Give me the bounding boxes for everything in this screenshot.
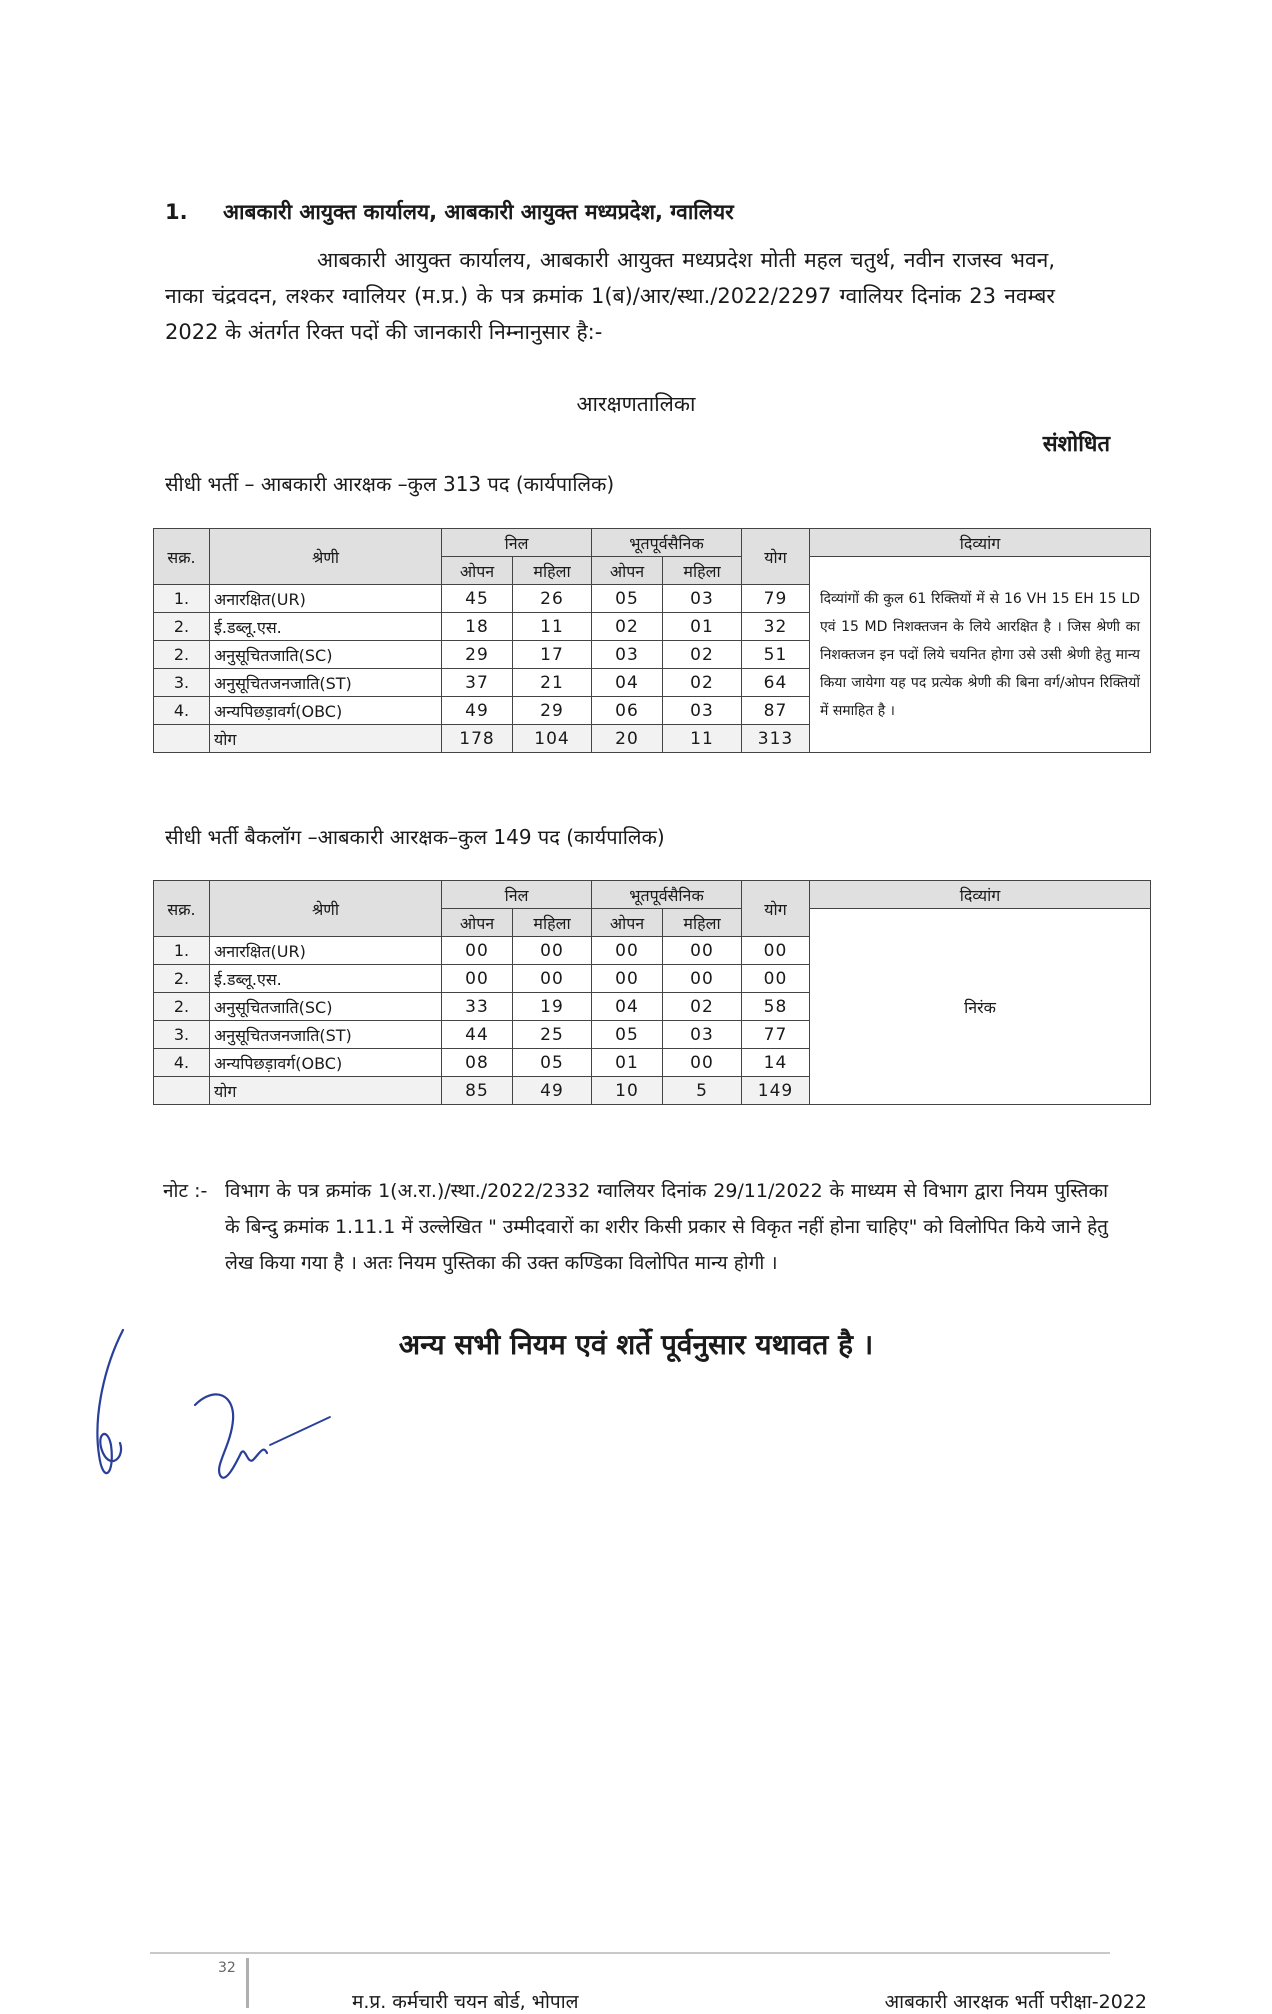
cell-value: 06 [592,697,663,725]
header-sr: सक्र. [154,529,210,585]
cell-value: 01 [663,613,742,641]
row-category: अनुसूचितजनजाति(ST) [210,669,442,697]
cell-total: 64 [742,669,810,697]
cell-total: 79 [742,585,810,613]
cell-value: 29 [513,697,592,725]
cell-value: 45 [442,585,513,613]
row-category: अनुसूचितजाति(SC) [210,993,442,1021]
page-number: 32 [218,1960,236,1976]
cell-value: 26 [513,585,592,613]
divyang-note: दिव्यांगों की कुल 61 रिक्तियों में से 16 VH 15 EH 15 LD एवं 15 MD निशक्तजन के लिये आरक्षित है । जिस श्रेणी का निशक्तजन इन पदों लिये चयनित होगा उसे उसी श्रेणी हेतु मान्य किया जायेगा यह पद प्रत्येक श्रेणी की बिना वर्ग/ओपन रिक्तियों में समाहित है । [810,557,1151,753]
reservation-table-backlog [153,880,1151,1105]
closing-statement: अन्य सभी नियम एवं शर्ते पूर्वनुसार यथावत है । [398,1328,874,1361]
signature-stroke [195,1394,267,1477]
footer-vertical-divider [246,1958,249,2008]
header-sr: सक्र. [154,881,210,937]
header-nil: निल [442,881,592,909]
cell-value: 00 [663,965,742,993]
row-sr: 1. [154,585,210,613]
cell-value: 05 [513,1049,592,1077]
cell-total: 32 [742,613,810,641]
cell-value: 05 [592,1021,663,1049]
cell-value: 00 [442,965,513,993]
cell-total: 77 [742,1021,810,1049]
total-sr-blank [154,1077,210,1105]
signature-image [85,1325,385,1505]
row-sr: 2. [154,965,210,993]
cell-value: 29 [442,641,513,669]
cell-value: 04 [592,993,663,1021]
note-block [163,1173,1108,1281]
cell-total: 58 [742,993,810,1021]
cell-value: 00 [442,937,513,965]
row-sr: 4. [154,1049,210,1077]
cell-total: 87 [742,697,810,725]
row-category: अनारक्षित(UR) [210,937,442,965]
cell-value: 17 [513,641,592,669]
note-text: विभाग के पत्र क्रमांक 1(अ.रा.)/स्था./2022/2332 ग्वालियर दिनांक 29/11/2022 के माध्यम से विभाग द्वारा नियम पुस्तिका के बिन्दु क्रमांक 1.11.1 में उल्लेखित " उम्मीदवारों का शरीर किसी प्रकार से विकृत नहीं होना चाहिए" को विलोपित किये जाने हेतु लेख किया गया है । अतः नियम पुस्तिका की उक्त कण्डिका विलोपित मान्य होगी । [225,1180,1108,1274]
total-value: 104 [513,725,592,753]
cell-value: 02 [592,613,663,641]
header-ex-female: महिला [663,909,742,937]
footer-divider [150,1952,1110,1954]
total-grand: 149 [742,1077,810,1105]
cell-value: 05 [592,585,663,613]
divyang-niranka: निरंक [810,909,1151,1105]
total-value: 49 [513,1077,592,1105]
table1-caption: सीधी भर्ती – आबकारी आरक्षक –कुल 313 पद (कार्यपालिक) [165,472,615,496]
table2-caption: सीधी भर्ती बैकलॉग –आबकारी आरक्षक–कुल 149 पद (कार्यपालिक) [165,825,665,849]
cell-value: 03 [592,641,663,669]
header-ex-open: ओपन [592,909,663,937]
cell-value: 00 [663,937,742,965]
total-label: योग [210,1077,442,1105]
note-label: नोट :- [163,1180,208,1202]
row-category: ई.डब्लू.एस. [210,965,442,993]
cell-value: 11 [513,613,592,641]
footer-left-text: म.प्र. कर्मचारी चयन बोर्ड, भोपाल [352,1991,579,2013]
header-category: श्रेणी [210,881,442,937]
header-nil-open: ओपन [442,909,513,937]
cell-value: 03 [663,585,742,613]
cell-value: 03 [663,697,742,725]
row-sr: 3. [154,669,210,697]
row-sr: 2. [154,993,210,1021]
signature-stroke [270,1417,330,1445]
total-value: 5 [663,1077,742,1105]
header-divyang: दिव्यांग [810,881,1151,909]
cell-value: 02 [663,669,742,697]
header-ex-service: भूतपूर्वसैनिक [592,529,742,557]
cell-total: 51 [742,641,810,669]
intro-paragraph: आबकारी आयुक्त कार्यालय, आबकारी आयुक्त मध्यप्रदेश मोती महल चतुर्थ, नवीन राजस्व भवन, नाका चंद्रवदन, लश्कर ग्वालियर (म.प्र.) के पत्र क्रमांक 1(ब)/आर/स्था./2022/2297 ग्वालियर दिनांक 23 नवम्बर 2022 के अंतर्गत रिक्त पदों की जानकारी निम्नानुसार है:- [165,248,1055,344]
cell-total: 00 [742,937,810,965]
cell-value: 00 [592,965,663,993]
signature-stroke [97,1330,123,1473]
header-nil-open: ओपन [442,557,513,585]
footer-right-text: आबकारी आरक्षक भर्ती परीक्षा-2022 [884,1991,1147,2013]
cell-total: 14 [742,1049,810,1077]
section-heading [165,198,734,226]
row-sr: 2. [154,641,210,669]
cell-value: 00 [592,937,663,965]
row-sr: 4. [154,697,210,725]
cell-value: 44 [442,1021,513,1049]
total-sr-blank [154,725,210,753]
cell-value: 01 [592,1049,663,1077]
total-value: 10 [592,1077,663,1105]
total-value: 178 [442,725,513,753]
total-value: 20 [592,725,663,753]
header-total: योग [742,529,810,585]
row-category: अन्यपिछड़ावर्ग(OBC) [210,697,442,725]
cell-value: 02 [663,993,742,1021]
reservation-table-direct [153,528,1151,753]
cell-value: 49 [442,697,513,725]
row-sr: 3. [154,1021,210,1049]
row-category: अनारक्षित(UR) [210,585,442,613]
header-nil-female: महिला [513,909,592,937]
row-category: अन्यपिछड़ावर्ग(OBC) [210,1049,442,1077]
row-sr: 1. [154,937,210,965]
section-title: आबकारी आयुक्त कार्यालय, आबकारी आयुक्त मध्यप्रदेश, ग्वालियर [223,200,734,224]
header-ex-female: महिला [663,557,742,585]
header-total: योग [742,881,810,937]
cell-total: 00 [742,965,810,993]
total-label: योग [210,725,442,753]
revised-label: संशोधित [1042,432,1110,457]
row-category: ई.डब्लू.एस. [210,613,442,641]
cell-value: 25 [513,1021,592,1049]
row-category: अनुसूचितजाति(SC) [210,641,442,669]
row-category: अनुसूचितजनजाति(ST) [210,1021,442,1049]
header-category: श्रेणी [210,529,442,585]
header-ex-open: ओपन [592,557,663,585]
total-grand: 313 [742,725,810,753]
total-value: 11 [663,725,742,753]
cell-value: 18 [442,613,513,641]
section-number: 1. [165,200,188,224]
header-nil-female: महिला [513,557,592,585]
header-nil: निल [442,529,592,557]
cell-value: 33 [442,993,513,1021]
cell-value: 02 [663,641,742,669]
cell-value: 00 [513,937,592,965]
cell-value: 08 [442,1049,513,1077]
header-ex-service: भूतपूर्वसैनिक [592,881,742,909]
header-divyang: दिव्यांग [810,529,1151,557]
cell-value: 04 [592,669,663,697]
cell-value: 00 [513,965,592,993]
total-value: 85 [442,1077,513,1105]
row-sr: 2. [154,613,210,641]
cell-value: 21 [513,669,592,697]
cell-value: 19 [513,993,592,1021]
cell-value: 00 [663,1049,742,1077]
cell-value: 37 [442,669,513,697]
cell-value: 03 [663,1021,742,1049]
reservation-table-title: आरक्षणतालिका [576,392,696,416]
